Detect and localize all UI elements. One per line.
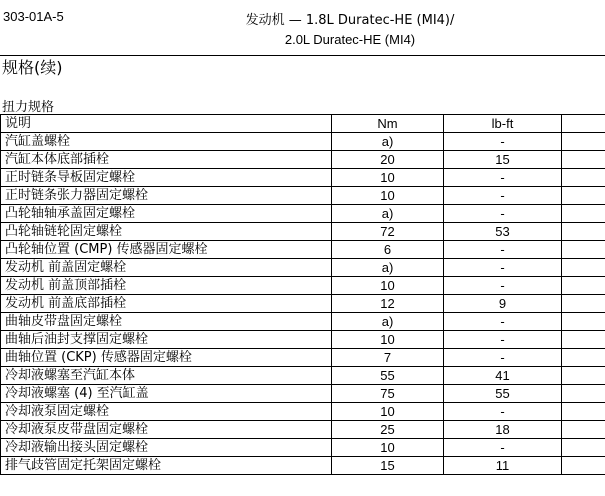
cell-extra bbox=[562, 223, 605, 241]
table-row bbox=[1, 295, 605, 313]
cell-description: 发动机 前盖底部插栓 bbox=[1, 295, 332, 313]
cell-nm: 10 bbox=[332, 187, 444, 205]
table-row bbox=[1, 385, 605, 403]
cell-lbft: 18 bbox=[444, 421, 562, 439]
cell-nm: 10 bbox=[332, 439, 444, 457]
table-row bbox=[1, 367, 605, 385]
cell-nm: 75 bbox=[332, 385, 444, 403]
cell-nm: 72 bbox=[332, 223, 444, 241]
cell-lbft: 53 bbox=[444, 223, 562, 241]
cell-lbft: 55 bbox=[444, 385, 562, 403]
cell-extra bbox=[562, 349, 605, 367]
cell-lbft: - bbox=[444, 331, 562, 349]
cell-description: 曲轴位置 (CKP) 传感器固定螺栓 bbox=[1, 349, 332, 367]
cell-extra bbox=[562, 169, 605, 187]
cell-lbft: 9 bbox=[444, 295, 562, 313]
header-title-line2: 2.0L Duratec-HE (MI4) bbox=[284, 32, 416, 47]
cell-extra bbox=[562, 187, 605, 205]
table-row bbox=[1, 259, 605, 277]
cell-description: 正时链条张力器固定螺栓 bbox=[1, 187, 332, 205]
section-title: 规格(续) bbox=[2, 58, 63, 77]
cell-extra bbox=[562, 295, 605, 313]
cell-description: 冷却液螺塞 (4) 至汽缸盖 bbox=[1, 385, 332, 403]
cell-description: 凸轮轴位置 (CMP) 传感器固定螺栓 bbox=[1, 241, 332, 259]
cell-description: 排气歧管固定托架固定螺栓 bbox=[1, 457, 332, 475]
cell-nm: 15 bbox=[332, 457, 444, 475]
torque-spec-table bbox=[0, 114, 605, 475]
cell-nm: 12 bbox=[332, 295, 444, 313]
cell-extra bbox=[562, 151, 605, 169]
table-row bbox=[1, 277, 605, 295]
table-row bbox=[1, 403, 605, 421]
cell-extra bbox=[562, 385, 605, 403]
header-rule bbox=[0, 55, 605, 56]
cell-extra bbox=[562, 421, 605, 439]
cell-description: 发动机 前盖固定螺栓 bbox=[1, 259, 332, 277]
cell-extra bbox=[562, 241, 605, 259]
cell-nm: 10 bbox=[332, 277, 444, 295]
cell-lbft: 41 bbox=[444, 367, 562, 385]
table-row bbox=[1, 457, 605, 475]
cell-lbft: - bbox=[444, 169, 562, 187]
header-doc-code: 303-01A-5 bbox=[3, 9, 64, 24]
table-row bbox=[1, 349, 605, 367]
col-header-nm: Nm bbox=[332, 115, 444, 133]
cell-extra bbox=[562, 205, 605, 223]
cell-extra bbox=[562, 331, 605, 349]
table-row bbox=[1, 223, 605, 241]
cell-extra bbox=[562, 277, 605, 295]
cell-description: 曲轴后油封支撑固定螺栓 bbox=[1, 331, 332, 349]
cell-lbft: - bbox=[444, 205, 562, 223]
col-header-lbft: lb-ft bbox=[444, 115, 562, 133]
cell-extra bbox=[562, 259, 605, 277]
table-row bbox=[1, 421, 605, 439]
header-title-line1: 发动机 — 1.8L Duratec-HE (MI4)/ bbox=[245, 13, 455, 28]
table-header-row bbox=[1, 115, 605, 133]
table-row bbox=[1, 439, 605, 457]
table-row bbox=[1, 313, 605, 331]
cell-description: 冷却液泵固定螺栓 bbox=[1, 403, 332, 421]
cell-nm: a) bbox=[332, 205, 444, 223]
table-row bbox=[1, 133, 605, 151]
cell-lbft: - bbox=[444, 187, 562, 205]
table-row bbox=[1, 331, 605, 349]
cell-nm: 55 bbox=[332, 367, 444, 385]
cell-lbft: - bbox=[444, 403, 562, 421]
cell-lbft: - bbox=[444, 259, 562, 277]
cell-nm: 20 bbox=[332, 151, 444, 169]
cell-extra bbox=[562, 403, 605, 421]
cell-lbft: - bbox=[444, 277, 562, 295]
cell-nm: 10 bbox=[332, 169, 444, 187]
cell-extra bbox=[562, 457, 605, 475]
col-header-description: 说明 bbox=[1, 115, 332, 133]
cell-description: 冷却液输出接头固定螺栓 bbox=[1, 439, 332, 457]
cell-lbft: - bbox=[444, 133, 562, 151]
cell-extra bbox=[562, 313, 605, 331]
cell-lbft: 15 bbox=[444, 151, 562, 169]
cell-nm: 10 bbox=[332, 331, 444, 349]
cell-extra bbox=[562, 439, 605, 457]
cell-extra bbox=[562, 133, 605, 151]
cell-nm: a) bbox=[332, 259, 444, 277]
cell-description: 冷却液螺塞至汽缸本体 bbox=[1, 367, 332, 385]
subsection-title: 扭力规格 bbox=[2, 100, 55, 115]
col-header-extra bbox=[562, 115, 605, 133]
cell-nm: a) bbox=[332, 313, 444, 331]
cell-description: 凸轮轴轴承盖固定螺栓 bbox=[1, 205, 332, 223]
cell-nm: 25 bbox=[332, 421, 444, 439]
cell-extra bbox=[562, 367, 605, 385]
cell-description: 冷却液泵皮带盘固定螺栓 bbox=[1, 421, 332, 439]
cell-description: 正时链条导板固定螺栓 bbox=[1, 169, 332, 187]
cell-nm: 7 bbox=[332, 349, 444, 367]
cell-description: 汽缸本体底部插栓 bbox=[1, 151, 332, 169]
cell-description: 曲轴皮带盘固定螺栓 bbox=[1, 313, 332, 331]
table-row bbox=[1, 241, 605, 259]
cell-description: 凸轮轴链轮固定螺栓 bbox=[1, 223, 332, 241]
cell-lbft: - bbox=[444, 241, 562, 259]
cell-lbft: - bbox=[444, 439, 562, 457]
table-row bbox=[1, 187, 605, 205]
cell-description: 发动机 前盖顶部插栓 bbox=[1, 277, 332, 295]
cell-lbft: - bbox=[444, 313, 562, 331]
cell-description: 汽缸盖螺栓 bbox=[1, 133, 332, 151]
cell-lbft: - bbox=[444, 349, 562, 367]
cell-nm: a) bbox=[332, 133, 444, 151]
cell-nm: 10 bbox=[332, 403, 444, 421]
cell-lbft: 11 bbox=[444, 457, 562, 475]
cell-nm: 6 bbox=[332, 241, 444, 259]
table-row bbox=[1, 151, 605, 169]
table-row bbox=[1, 205, 605, 223]
table-row bbox=[1, 169, 605, 187]
